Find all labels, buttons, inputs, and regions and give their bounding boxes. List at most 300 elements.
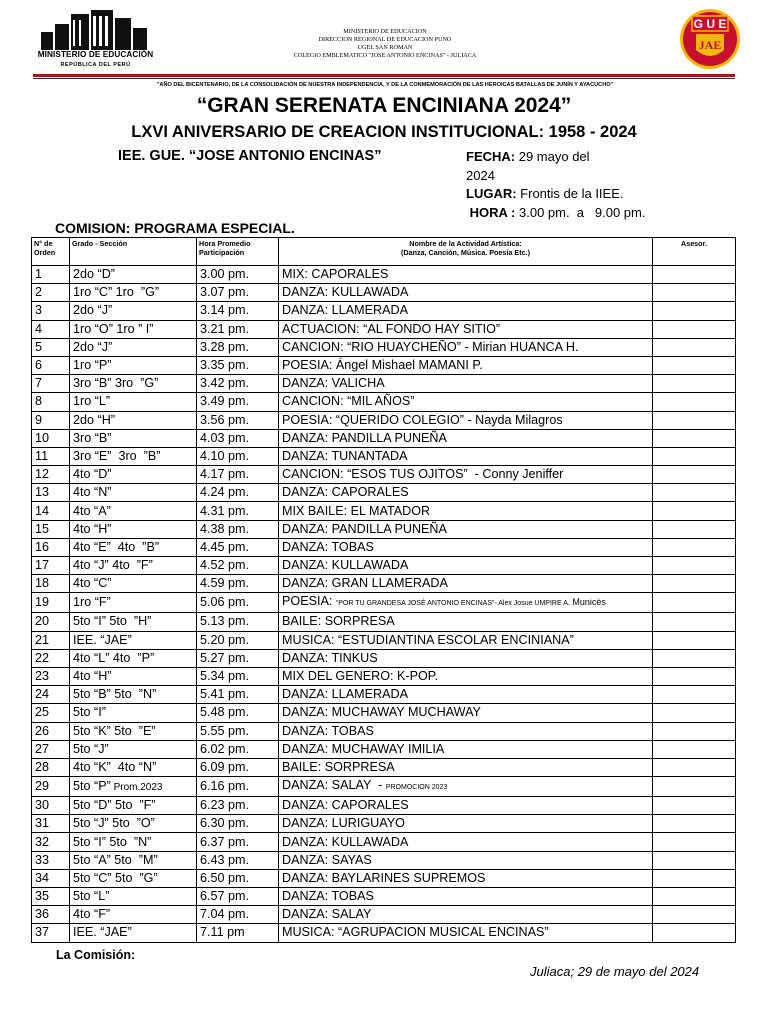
cell-time: 5.06 pm. <box>197 593 279 613</box>
activity-text: POESIA: <box>282 594 336 609</box>
activity-text: POESIA: Ángel Mishael MAMANI P. <box>282 358 483 373</box>
header-time: Hora Promedio Participación <box>197 238 279 266</box>
cell-order: 2 <box>32 284 70 302</box>
grade-text: 5to “I” 5to ”N” <box>73 834 152 849</box>
cell-advisor <box>653 758 736 776</box>
cell-grade <box>70 722 197 740</box>
cell-grade <box>70 686 197 704</box>
grade-text: 5to “B” 5to ”N” <box>73 687 157 702</box>
fecha-value: 29 mayo del <box>518 149 590 164</box>
cell-order: 18 <box>32 575 70 593</box>
grade-text: 5to “K” 5to ”E” <box>73 723 156 738</box>
cell-grade <box>70 924 197 942</box>
cell-activity <box>279 266 653 284</box>
cell-time: 5.27 pm. <box>197 649 279 667</box>
cell-advisor <box>653 906 736 924</box>
activity-text: BAILE: SORPRESA <box>282 759 395 774</box>
cell-advisor <box>653 393 736 411</box>
cell-advisor <box>653 538 736 556</box>
grade-text: IEE. “JAE” <box>73 925 132 940</box>
cell-advisor <box>653 667 736 685</box>
cell-activity <box>279 869 653 887</box>
cell-order: 13 <box>32 484 70 502</box>
grade-text: 4to “E” 4to ”B” <box>73 539 160 554</box>
table-row <box>32 851 736 869</box>
cell-order: 12 <box>32 466 70 484</box>
cell-order: 36 <box>32 906 70 924</box>
cell-time: 6.23 pm. <box>197 797 279 815</box>
table-row <box>32 429 736 447</box>
cell-order: 31 <box>32 815 70 833</box>
table-row <box>32 375 736 393</box>
table-row <box>32 338 736 356</box>
cell-advisor <box>653 266 736 284</box>
grade-text: 5to “A” 5to ”M” <box>73 852 158 867</box>
grade-text: 2do “H” <box>73 412 115 427</box>
cell-grade <box>70 704 197 722</box>
cell-activity <box>279 447 653 465</box>
cell-activity <box>279 411 653 429</box>
table-row <box>32 447 736 465</box>
activity-text: MUSICA: “ESTUDIANTINA ESCOLAR ENCINIANA” <box>282 632 574 647</box>
grade-text: 4to “K” 4to “N” <box>73 759 157 774</box>
cell-advisor <box>653 356 736 374</box>
activity-text: DANZA: LLAMERADA <box>282 303 408 318</box>
footer-commission: La Comisión: <box>56 948 136 962</box>
table-row <box>32 411 736 429</box>
cell-grade <box>70 266 197 284</box>
cell-time: 6.50 pm. <box>197 869 279 887</box>
footer-date: Juliaca; 29 de mayo del 2024 <box>530 964 700 979</box>
cell-activity <box>279 320 653 338</box>
table-row <box>32 833 736 851</box>
table-row <box>32 649 736 667</box>
header-grade: Grado - Sección <box>70 238 197 266</box>
table-row <box>32 502 736 520</box>
header-activity <box>279 238 653 266</box>
table-row <box>32 393 736 411</box>
table-row <box>32 466 736 484</box>
cell-activity <box>279 575 653 593</box>
activity-text: DANZA: SALAY - <box>282 778 386 793</box>
cell-grade <box>70 411 197 429</box>
grade-text: 1ro “L” <box>73 394 111 409</box>
grade-text: 1ro “P” <box>73 358 112 373</box>
cell-time: 5.55 pm. <box>197 722 279 740</box>
cell-order: 26 <box>32 722 70 740</box>
cell-advisor <box>653 740 736 758</box>
cell-grade <box>70 906 197 924</box>
cell-activity <box>279 538 653 556</box>
cell-activity <box>279 815 653 833</box>
cell-activity <box>279 356 653 374</box>
grade-text: 5to “C” 5to ”G” <box>73 870 158 885</box>
table-row <box>32 722 736 740</box>
grade-text: 1ro “F” <box>73 595 111 610</box>
cell-activity <box>279 906 653 924</box>
cell-advisor <box>653 411 736 429</box>
cell-order: 30 <box>32 797 70 815</box>
cell-advisor <box>653 851 736 869</box>
cell-activity <box>279 631 653 649</box>
cell-activity <box>279 833 653 851</box>
cell-order: 33 <box>32 851 70 869</box>
cell-advisor <box>653 557 736 575</box>
cell-grade <box>70 466 197 484</box>
grade-text: 5to “J” <box>73 741 109 756</box>
activity-text: DANZA: TINKUS <box>282 650 378 665</box>
cell-order: 20 <box>32 613 70 631</box>
cell-advisor <box>653 484 736 502</box>
cell-grade <box>70 740 197 758</box>
activity-text: DANZA: TOBAS <box>282 889 374 904</box>
cell-advisor <box>653 447 736 465</box>
activity-text: DANZA: CAPORALES <box>282 798 409 813</box>
cell-advisor <box>653 722 736 740</box>
cell-time: 6.43 pm. <box>197 851 279 869</box>
cell-activity <box>279 338 653 356</box>
cell-time: 7.11 pm <box>197 924 279 942</box>
cell-time: 4.31 pm. <box>197 502 279 520</box>
cell-activity <box>279 851 653 869</box>
cell-time: 3.42 pm. <box>197 375 279 393</box>
grade-text: 4to “D” <box>73 467 112 482</box>
cell-order: 5 <box>32 338 70 356</box>
grade-text: 4to “C” <box>73 576 112 591</box>
institution-line: DIRECCION REGIONAL DE EDUCACION PUNO <box>318 36 452 43</box>
cell-advisor <box>653 320 736 338</box>
header-order: N° de Orden <box>32 238 70 266</box>
activity-text: MIX BAILE: EL MATADOR <box>282 503 431 518</box>
table-row <box>32 520 736 538</box>
activity-note: “POR TU GRANDESA JOSÉ ANTONIO ENCINAS”- Alex Josue UMPIRE A. <box>335 600 570 608</box>
cell-time: 7.04 pm. <box>197 906 279 924</box>
activity-text: CANCION: “RIO HUAYCHEÑO” - Mirian HUANCA H. <box>282 339 579 354</box>
cell-time: 4.38 pm. <box>197 520 279 538</box>
institution-line: COLEGIO EMBLEMATICO "JOSE ANTONIO ENCINAS" - JULIACA <box>293 52 477 59</box>
grade-text: 4to “A” <box>73 503 111 518</box>
grade-text: 3ro “B” <box>73 430 112 445</box>
commission-heading: COMISION: PROGRAMA ESPECIAL. <box>55 220 295 236</box>
grade-text: 4to “N” <box>73 485 112 500</box>
table-row <box>32 557 736 575</box>
ministry-name: MINISTERIO DE EDUCACIÓN <box>37 50 154 59</box>
table-row <box>32 356 736 374</box>
cell-grade <box>70 375 197 393</box>
cell-advisor <box>653 593 736 613</box>
page-title: “GRAN SERENATA ENCINIANA 2024” <box>196 94 572 117</box>
activity-text: DANZA: KULLAWADA <box>282 285 409 300</box>
cell-activity <box>279 704 653 722</box>
table-header-row <box>32 238 736 266</box>
cell-activity <box>279 667 653 685</box>
cell-advisor <box>653 704 736 722</box>
cell-order: 7 <box>32 375 70 393</box>
table-row <box>32 593 736 613</box>
fecha-label: FECHA: <box>466 149 516 164</box>
grade-text: 5to “I” 5to ”H” <box>73 614 152 629</box>
crest-shield-icon <box>678 6 742 70</box>
cell-time: 4.10 pm. <box>197 447 279 465</box>
cell-time: 3.35 pm. <box>197 356 279 374</box>
cell-activity <box>279 758 653 776</box>
cell-order: 22 <box>32 649 70 667</box>
grade-text: 5to “L” <box>73 889 110 904</box>
cell-advisor <box>653 613 736 631</box>
cell-activity <box>279 777 653 797</box>
cell-advisor <box>653 649 736 667</box>
cell-time: 3.28 pm. <box>197 338 279 356</box>
cell-advisor <box>653 631 736 649</box>
activity-text: DANZA: BAYLARINES SUPREMOS <box>282 870 486 885</box>
cell-activity <box>279 393 653 411</box>
cell-grade <box>70 284 197 302</box>
lugar-value: Frontis de la IIEE. <box>520 186 624 201</box>
table-row <box>32 667 736 685</box>
cell-grade <box>70 649 197 667</box>
cell-order: 14 <box>32 502 70 520</box>
lugar-label: LUGAR: <box>466 186 517 201</box>
cell-grade <box>70 429 197 447</box>
cell-order: 11 <box>32 447 70 465</box>
grade-text: 4to “L” 4to ”P” <box>73 650 155 665</box>
table-row <box>32 797 736 815</box>
cell-grade <box>70 613 197 631</box>
cell-activity <box>279 557 653 575</box>
table-row <box>32 777 736 797</box>
institution-line: UGEL SAN ROMAN <box>357 44 413 51</box>
table-row <box>32 484 736 502</box>
cell-activity <box>279 722 653 740</box>
hora-value: 3.00 pm. a 9.00 pm. <box>519 204 646 220</box>
cell-advisor <box>653 888 736 906</box>
table-row <box>32 740 736 758</box>
cell-activity <box>279 502 653 520</box>
header-divider <box>33 74 735 77</box>
cell-activity <box>279 797 653 815</box>
header-advisor: Asesor. <box>653 238 736 266</box>
cell-advisor <box>653 815 736 833</box>
cell-order: 16 <box>32 538 70 556</box>
cell-advisor <box>653 375 736 393</box>
table-row <box>32 631 736 649</box>
cell-grade <box>70 888 197 906</box>
activity-text: DANZA: VALICHA <box>282 376 385 391</box>
cell-advisor <box>653 429 736 447</box>
cell-grade <box>70 575 197 593</box>
cell-grade <box>70 797 197 815</box>
table-row <box>32 686 736 704</box>
cell-time: 6.09 pm. <box>197 758 279 776</box>
cell-time: 3.00 pm. <box>197 266 279 284</box>
cell-activity <box>279 888 653 906</box>
cell-grade <box>70 393 197 411</box>
table-row <box>32 758 736 776</box>
table-row <box>32 613 736 631</box>
cell-order: 19 <box>32 593 70 613</box>
cell-grade <box>70 593 197 613</box>
table-row <box>32 888 736 906</box>
table-row <box>32 924 736 942</box>
cell-advisor <box>653 520 736 538</box>
activity-text: MUSICA: “AGRUPACION MUSICAL ENCINAS” <box>282 925 549 940</box>
cell-activity <box>279 375 653 393</box>
activity-text: POESIA: “QUERIDO COLEGIO” - Nayda Milagros <box>282 412 563 427</box>
activity-text: DANZA: PANDILLA PUNEÑA <box>282 430 447 445</box>
grade-text: 5to “D” 5to ”F” <box>73 798 156 813</box>
cell-activity <box>279 484 653 502</box>
cell-order: 27 <box>32 740 70 758</box>
activity-text: DANZA: CAPORALES <box>282 485 409 500</box>
table-row <box>32 906 736 924</box>
activity-text: BAILE: SORPRESA <box>282 614 395 629</box>
cell-time: 3.49 pm. <box>197 393 279 411</box>
schedule-table <box>31 237 736 943</box>
grade-note: Prom.2023 <box>110 781 163 793</box>
cell-advisor <box>653 502 736 520</box>
cell-grade <box>70 777 197 797</box>
hora-label: HORA : <box>469 204 516 220</box>
ministry-building-icon <box>33 10 158 50</box>
cell-order: 9 <box>32 411 70 429</box>
cell-advisor <box>653 924 736 942</box>
cell-activity <box>279 686 653 704</box>
cell-grade <box>70 502 197 520</box>
activity-text: DANZA: TUNANTADA <box>282 448 408 463</box>
cell-order: 25 <box>32 704 70 722</box>
cell-activity <box>279 613 653 631</box>
header-divider-thin <box>33 78 735 79</box>
cell-advisor <box>653 686 736 704</box>
grade-text: 2do “D” <box>73 267 115 282</box>
institution-block <box>250 28 520 60</box>
cell-order: 29 <box>32 777 70 797</box>
cell-time: 3.14 pm. <box>197 302 279 320</box>
cell-time: 5.48 pm. <box>197 704 279 722</box>
event-info <box>466 148 706 222</box>
grade-text: 3ro “B” 3ro ”G” <box>73 376 159 391</box>
cell-time: 4.59 pm. <box>197 575 279 593</box>
grade-text: 4to “F” <box>73 907 111 922</box>
cell-grade <box>70 631 197 649</box>
cell-time: 4.24 pm. <box>197 484 279 502</box>
table-row <box>32 284 736 302</box>
cell-order: 1 <box>32 266 70 284</box>
grade-text: 1ro “O” 1ro ” I” <box>73 321 154 336</box>
activity-text: DANZA: KULLAWADA <box>282 558 409 573</box>
cell-time: 4.03 pm. <box>197 429 279 447</box>
activity-text: DANZA: PANDILLA PUNEÑA <box>282 521 447 536</box>
cell-advisor <box>653 869 736 887</box>
activity-text: DANZA: SALAY <box>282 907 372 922</box>
grade-text: 2do “J” <box>73 303 113 318</box>
grade-text: 1ro “C” 1ro ”G” <box>73 285 160 300</box>
table-row <box>32 538 736 556</box>
crest-bottom-text: JAE <box>698 38 722 52</box>
cell-advisor <box>653 338 736 356</box>
cell-grade <box>70 557 197 575</box>
cell-activity <box>279 302 653 320</box>
cell-grade <box>70 447 197 465</box>
cell-order: 4 <box>32 320 70 338</box>
grade-text: 4to “J” 4to ”F” <box>73 558 153 573</box>
cell-grade <box>70 815 197 833</box>
header-activity-line1: Nombre de la Actividad Artística: <box>409 239 522 248</box>
cell-time: 4.52 pm. <box>197 557 279 575</box>
cell-advisor <box>653 777 736 797</box>
cell-grade <box>70 667 197 685</box>
ministry-country: REPÚBLICA DEL PERÚ <box>60 62 131 68</box>
activity-text: ACTUACION: “AL FONDO HAY SITIO” <box>282 321 501 336</box>
grade-text: 5to “P” <box>73 778 111 793</box>
activity-note: PROMOCION 2023 <box>385 784 448 792</box>
year-motto: "AÑO DEL BICENTENARIO, DE LA CONSOLIDACIÓN DE NUESTRA INDEPENDENCIA, Y DE LA CONMEMORACIÓN DE LAS HEROICAS BATALLAS DE JUNÍN Y AYACUCHO" <box>156 82 614 88</box>
cell-time: 4.45 pm. <box>197 538 279 556</box>
cell-activity <box>279 649 653 667</box>
page-subtitle: LXVI ANIVERSARIO DE CREACION INSTITUCIONAL: 1958 - 2024 <box>131 123 637 141</box>
grade-text: 3ro “E” 3ro ”B” <box>73 448 161 463</box>
cell-grade <box>70 302 197 320</box>
grade-text: IEE. “JAE” <box>73 632 132 647</box>
grade-text: 4to “H” <box>73 669 112 684</box>
cell-order: 6 <box>32 356 70 374</box>
table-row <box>32 869 736 887</box>
schedule-body <box>32 266 736 943</box>
cell-advisor <box>653 575 736 593</box>
activity-text: DANZA: KULLAWADA <box>282 834 409 849</box>
school-crest <box>678 6 742 70</box>
activity-text: DANZA: TOBAS <box>282 539 374 554</box>
cell-order: 8 <box>32 393 70 411</box>
cell-time: 6.37 pm. <box>197 833 279 851</box>
cell-advisor <box>653 302 736 320</box>
table-row <box>32 320 736 338</box>
cell-time: 6.30 pm. <box>197 815 279 833</box>
activity-text: DANZA: MUCHAWAY MUCHAWAY <box>282 705 481 720</box>
cell-grade <box>70 538 197 556</box>
cell-grade <box>70 520 197 538</box>
cell-advisor <box>653 833 736 851</box>
cell-order: 28 <box>32 758 70 776</box>
cell-time: 3.56 pm. <box>197 411 279 429</box>
cell-order: 32 <box>32 833 70 851</box>
cell-activity <box>279 284 653 302</box>
activity-text: MIX DEL GENERO: K-POP. <box>282 669 439 684</box>
cell-advisor <box>653 466 736 484</box>
cell-activity <box>279 429 653 447</box>
grade-text: 2do “J” <box>73 339 113 354</box>
cell-time: 4.17 pm. <box>197 466 279 484</box>
cell-activity <box>279 593 653 613</box>
cell-time: 3.21 pm. <box>197 320 279 338</box>
table-row <box>32 815 736 833</box>
cell-time: 5.34 pm. <box>197 667 279 685</box>
activity-text: DANZA: LURIGUAYO <box>282 816 405 831</box>
cell-time: 6.02 pm. <box>197 740 279 758</box>
cell-order: 35 <box>32 888 70 906</box>
cell-grade <box>70 758 197 776</box>
ministry-logo <box>33 10 158 72</box>
activity-text: DANZA: SAYAS <box>282 852 372 867</box>
activity-text: MIX: CAPORALES <box>282 267 389 282</box>
table-row <box>32 266 736 284</box>
cell-time: 6.57 pm. <box>197 888 279 906</box>
fecha-value-year: 2024 <box>466 167 495 183</box>
cell-activity <box>279 520 653 538</box>
cell-grade <box>70 833 197 851</box>
activity-text: CANCION: “ESOS TUS OJITOS” - Conny Jeniffer <box>282 467 564 482</box>
table-row <box>32 575 736 593</box>
